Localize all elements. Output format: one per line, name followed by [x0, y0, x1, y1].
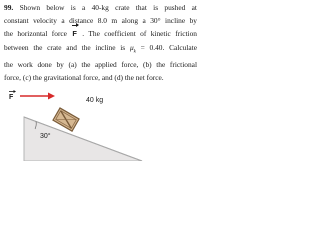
problem-line-4-start: between the crate and the incline is	[4, 42, 126, 52]
crate	[53, 108, 79, 131]
problem-line-1-text: Shown below is a 40-kg crate that is pushed at	[19, 3, 197, 12]
force-label-arrowhead	[14, 90, 17, 93]
problem-line-4	[4, 41, 197, 59]
problem-number: 99.	[4, 3, 14, 12]
problem-line-6: force, (c) the gravitational force, and (d) the net force.	[4, 73, 164, 83]
force-arrow-head	[48, 93, 55, 100]
problem-line-2: constant velocity a distance 8.0 m along a 30° incline by	[4, 16, 197, 26]
force-label: F	[9, 94, 14, 101]
problem-text	[4, 1, 197, 85]
problem-line-5: the work done by (a) the applied force, (b) the frictional	[4, 60, 197, 70]
problem-line-1	[4, 1, 197, 14]
angle-label: 30°	[40, 133, 51, 140]
incline-figure	[0, 88, 200, 161]
problem-line-3-start: the horizontal force	[4, 29, 67, 39]
problem-line-3	[4, 27, 197, 40]
problem-line-3-end: . The coefficient of kinetic friction	[82, 29, 197, 39]
problem-line-4-end: = 0.40. Calculate	[140, 42, 197, 52]
mu-subscript: k	[133, 49, 136, 55]
force-vector-symbol: F	[71, 27, 78, 40]
mass-label: 40 kg	[86, 97, 104, 104]
mu-symbol: μ	[129, 42, 134, 52]
